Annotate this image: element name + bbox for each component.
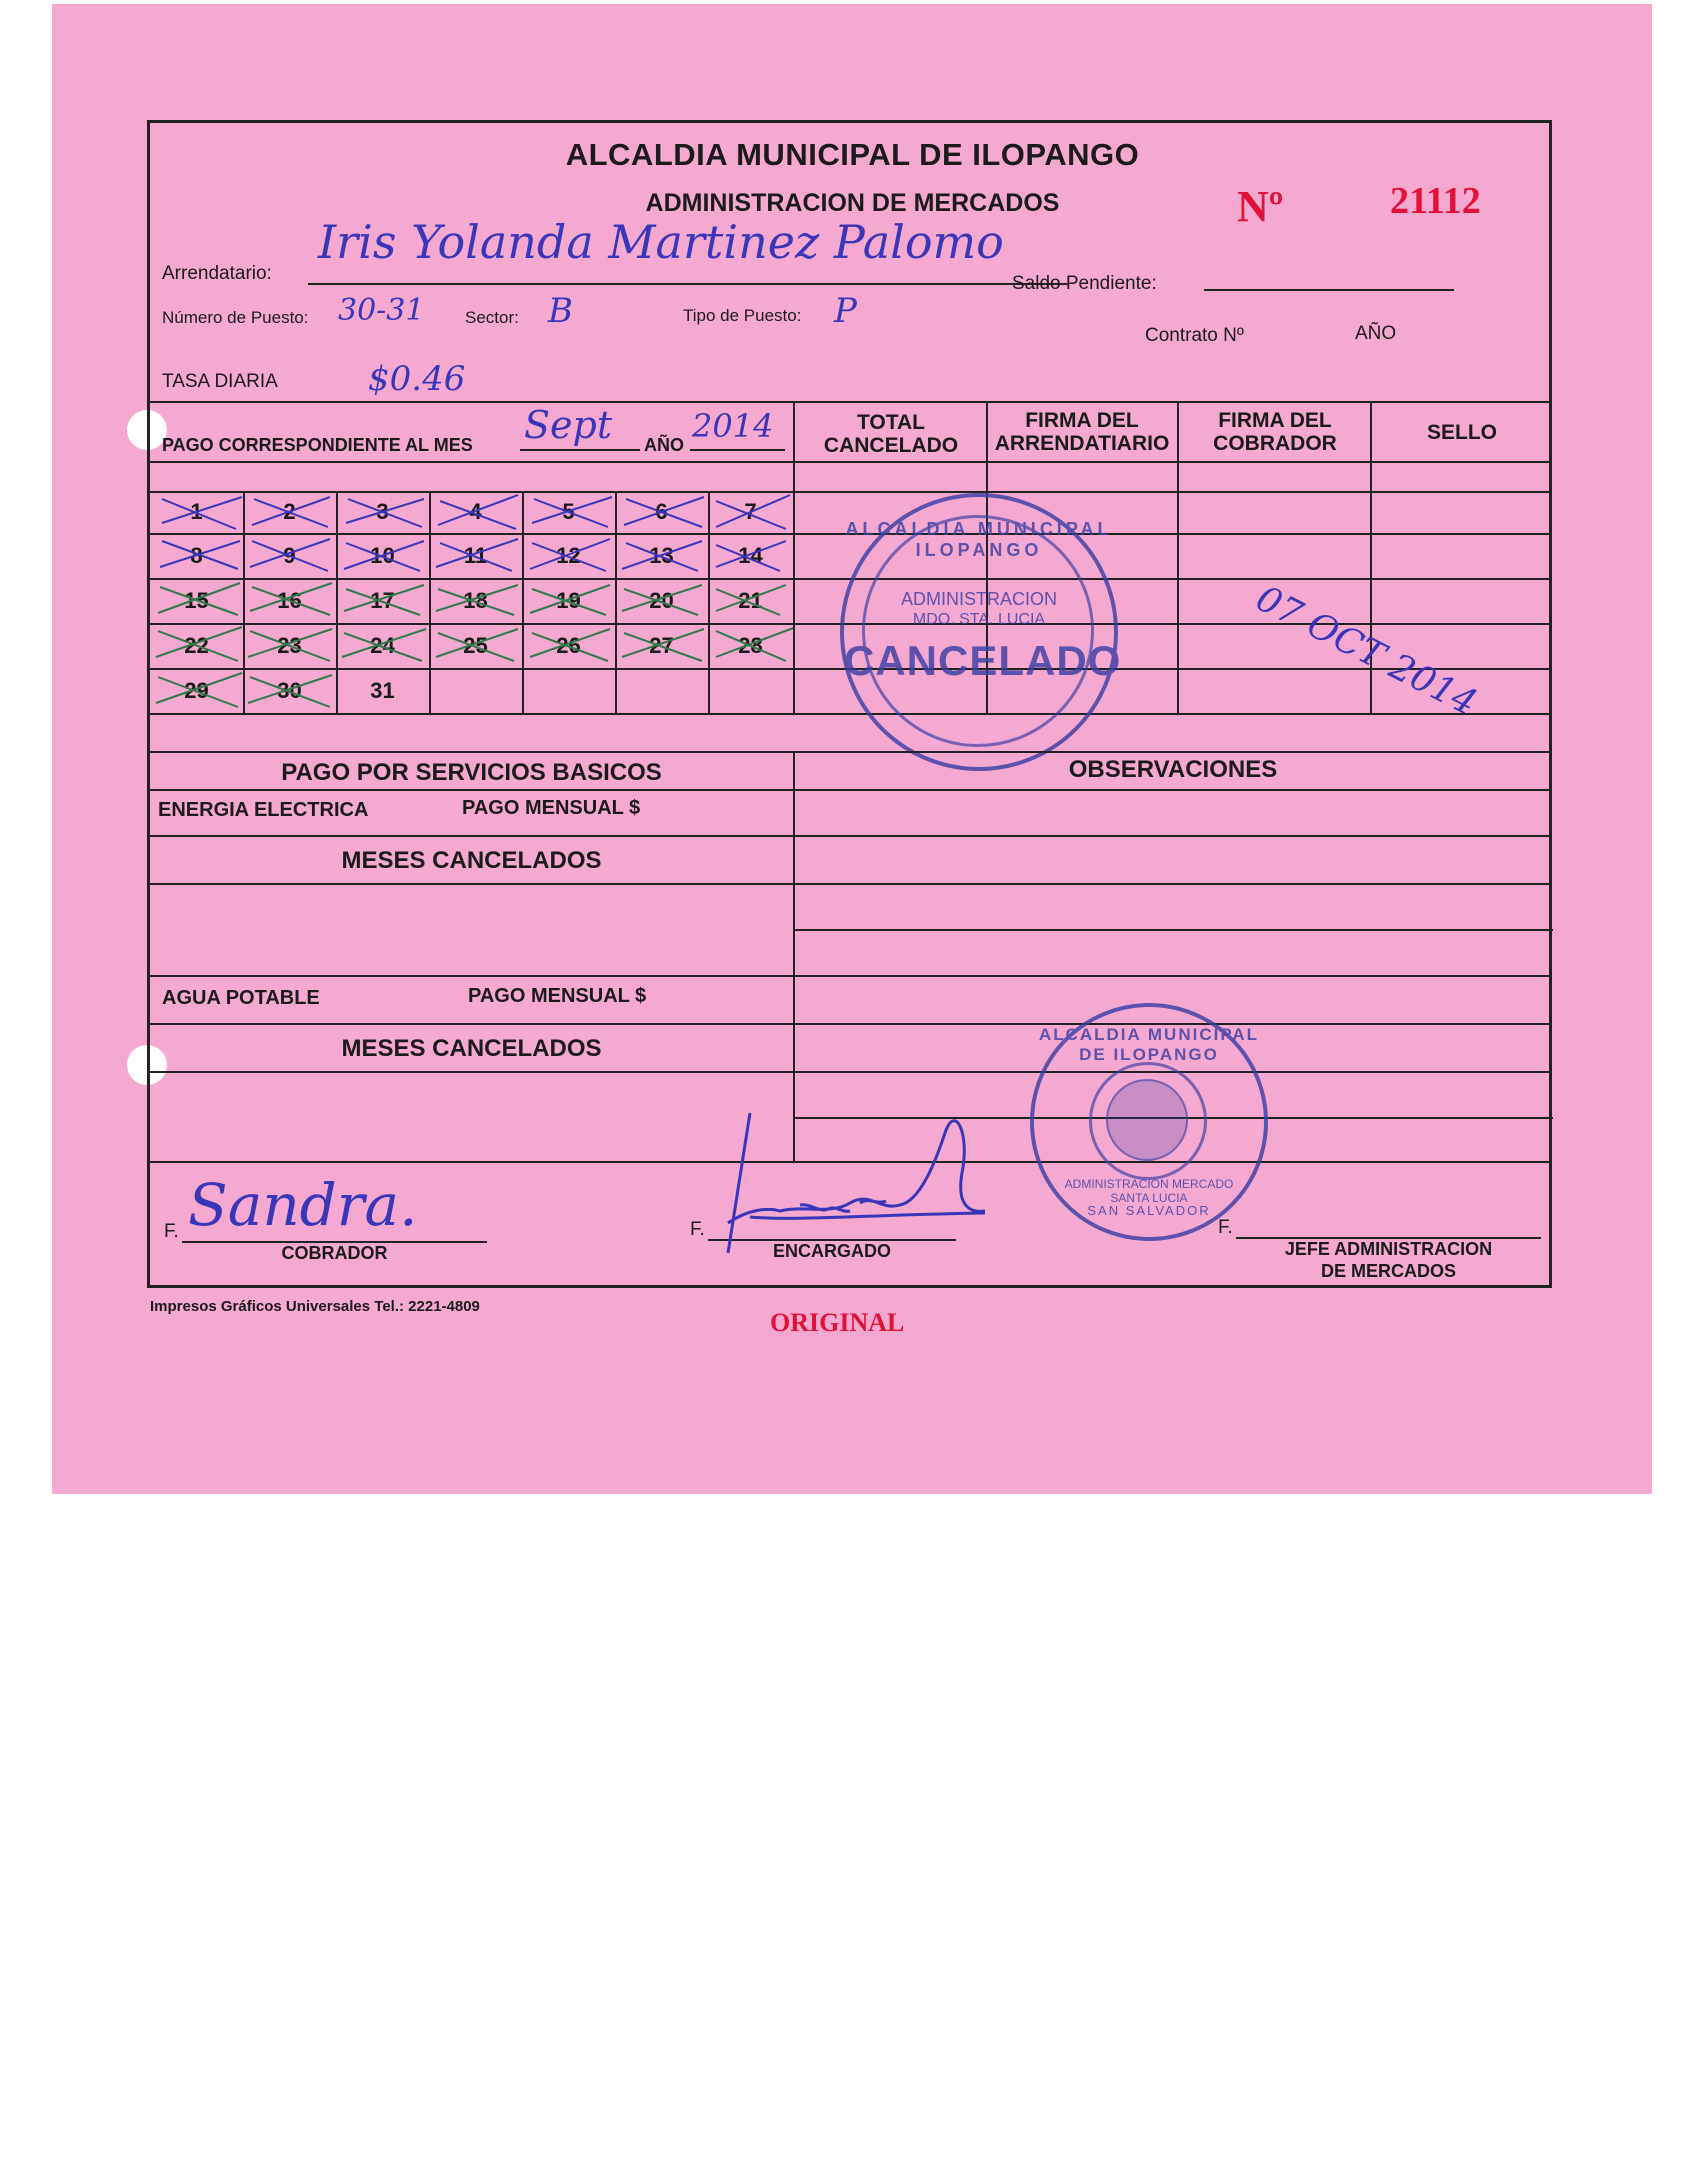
rule [986,401,988,461]
receipt-number: 21112 [1390,180,1481,222]
rule [150,975,1552,977]
day-cell: 28 [738,633,763,658]
day-cell: 16 [277,588,302,613]
stamp-ring-text: ALCALDIA MUNICIPAL ILOPANGO [845,519,1113,560]
contrato-label: Contrato Nº [1145,325,1244,346]
observaciones-title: OBSERVACIONES [1068,756,1278,783]
col-firma-cobrador: FIRMA DEL COBRADOR [1213,409,1337,455]
agua-label: AGUA POTABLE [162,987,320,1009]
tasa-value: $0.46 [368,359,466,399]
rule [1177,401,1179,461]
energia-pago-label: PAGO MENSUAL $ [462,797,641,819]
day-cell: 4 [469,499,482,524]
cancelado-stamp [840,493,1122,771]
day-cell: 26 [556,633,581,658]
payment-anio-value: 2014 [692,407,774,445]
agua-meses-label: MESES CANCELADOS [341,1035,602,1062]
jefe-label-1: JEFE ADMINISTRACION [1284,1239,1493,1259]
rule [793,401,795,461]
rule [150,835,1552,837]
day-cell: 3 [376,499,389,524]
day-cell: 21 [738,588,763,613]
rule [793,929,1553,931]
rule [150,883,1552,885]
seal-inner-text: ADMINISTRACION MERCADO SANTA LUCIA [1064,1177,1234,1205]
day-cell: 23 [277,633,302,658]
form-subtitle: ADMINISTRACION DE MERCADOS [645,189,1060,217]
encargado-signature [710,1093,1010,1263]
puesto-value: 30-31 [338,293,425,328]
rule [793,461,795,713]
coat-of-arms-icon [1106,1079,1188,1161]
sector-label: Sector: [465,308,519,327]
rule [150,1071,1552,1073]
day-cell: 1 [190,499,203,524]
sector-value: B [548,291,573,331]
energia-label: ENERGIA ELECTRICA [158,799,369,821]
day-cell: 29 [184,678,209,703]
day-cell: 22 [184,633,209,658]
day-cell: 30 [277,678,302,703]
day-cell: 11 [463,543,488,568]
day-cell: 8 [190,543,203,568]
form-title: ALCALDIA MUNICIPAL DE ILOPANGO [565,137,1140,172]
receipt-number-label: Nº [1237,182,1284,231]
rule [150,461,1552,463]
seal-ring-text: ALCALDIA MUNICIPAL DE ILOPANGO [1038,1025,1260,1064]
mes-label: PAGO CORRESPONDIENTE AL MES [162,435,473,455]
agua-pago-label: PAGO MENSUAL $ [468,985,647,1007]
encargado-f-label: F. [690,1219,705,1240]
day-cell: 7 [744,499,757,524]
rule [150,713,1552,715]
day-cell: 2 [283,499,296,524]
day-cell: 15 [184,588,209,613]
cobrador-label: COBRADOR [281,1243,388,1263]
arrendatario-label: Arrendatario: [162,263,272,284]
col-total-cancelado: TOTAL CANCELADO [823,411,959,457]
cobrador-signature: Sandra. [188,1171,418,1239]
tipo-label: Tipo de Puesto: [683,306,802,325]
day-cell: 18 [463,588,488,613]
day-cell: 17 [370,588,395,613]
seal-bottom-text: SAN SALVADOR [1087,1203,1211,1218]
day-cell: 5 [562,499,575,524]
jefe-f-label: F. [1218,1217,1233,1238]
pen-cross-marks [160,495,790,571]
mes-value: Sept [524,403,613,447]
jefe-line [1236,1217,1541,1239]
stamp-line-2: MDO. STA. LUCIA [912,611,1046,628]
green-cross-marks [156,583,793,707]
rule [150,751,1552,753]
rule [150,1023,1552,1025]
stamp-line-1: ADMINISTRACION [900,589,1057,609]
tipo-value: P [834,291,857,331]
municipal-seal [1030,1003,1268,1241]
day-cell: 25 [463,633,488,658]
servicios-title: PAGO POR SERVICIOS BASICOS [281,759,662,786]
day-cell: 10 [370,543,395,568]
rule [1370,401,1372,461]
day-cell: 19 [556,588,581,613]
col-firma-arrendatario: FIRMA DEL ARRENDATIARIO [994,409,1170,455]
tasa-label: TASA DIARIA [162,371,278,392]
payment-anio-label: AÑO [644,435,684,455]
rule [1177,461,1179,713]
arrendatario-value: Iris Yolanda Martinez Palomo [318,215,1004,269]
day-cell: 27 [649,633,674,658]
contrato-anio-label: AÑO [1355,323,1397,344]
payment-date: 07 OCT 2014 [1249,578,1484,725]
day-cell: 13 [649,543,674,568]
day-cell: 24 [370,633,395,658]
printer-credit: Impresos Gráficos Universales Tel.: 2221-4809 [150,1298,480,1315]
puesto-label: Número de Puesto: [162,308,309,327]
stamp-cancelado-text: CANCELADO [844,637,1122,684]
day-cell: 31 [370,678,395,703]
saldo-line [1204,263,1454,291]
encargado-label: ENCARGADO [772,1241,891,1261]
copy-label: ORIGINAL [770,1308,905,1337]
day-cell: 20 [649,588,674,613]
receipt-form [147,120,1552,1288]
jefe-label-2: DE MERCADOS [1320,1261,1456,1281]
day-cell: 12 [556,543,581,568]
rule [150,401,1552,403]
day-cell: 9 [283,543,296,568]
day-cell: 14 [738,543,763,568]
cobrador-f-label: F. [164,1221,179,1242]
rule [150,789,1552,791]
day-crossmarks [150,491,793,713]
day-cell: 6 [655,499,668,524]
saldo-label: Saldo Pendiente: [1012,273,1157,294]
energia-meses-label: MESES CANCELADOS [341,847,602,874]
col-sello: SELLO [1426,421,1497,444]
